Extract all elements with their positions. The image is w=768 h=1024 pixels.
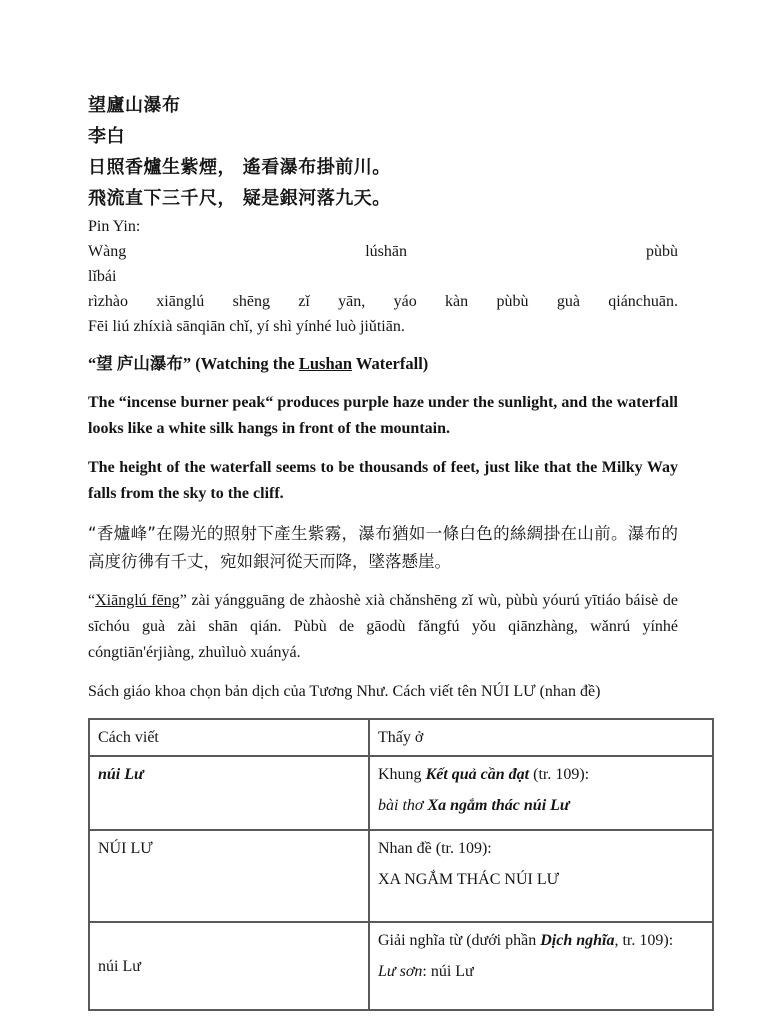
poem-author: 李白 xyxy=(88,126,125,147)
table-header-cach-viet: Cách viết xyxy=(89,719,369,756)
table-row xyxy=(89,922,713,1010)
table-cell-location xyxy=(369,830,713,922)
pinyin-label: Pin Yin: xyxy=(88,218,141,235)
table-header-thay-o: Thấy ở xyxy=(369,719,713,756)
comparison-table xyxy=(88,718,714,1011)
pinyin-poem-line-1: rìzhào xiānglú shēng zǐ yān, yáo kàn pùbù guà qiánchuān. xyxy=(88,293,678,310)
pinyin-author: lǐbái xyxy=(88,268,117,285)
table-cell-location xyxy=(369,922,713,1010)
poem-line-2: 飛流直下三千尺， 疑是銀河落九天。 xyxy=(88,188,391,209)
explanation-chinese: “香爐峰”在陽光的照射下產生紫霧，瀑布猶如一條白色的絲綢掛在山前。瀑布的高度彷彿有千丈，宛如銀河從天而降，墜落懸崖。 xyxy=(88,524,678,571)
location-line: bài thơ Xa ngắm thác núi Lư xyxy=(378,797,570,814)
table-cell-writing-style: NÚI LƯ xyxy=(89,830,369,922)
translation-paragraph-2: The height of the waterfall seems to be thousands of feet, just like that the Milky Way falls from the sky to the cliff. xyxy=(88,459,678,502)
poem-line-1: 日照香爐生紫煙， 遙看瀑布掛前川。 xyxy=(88,157,391,178)
document-content xyxy=(88,90,678,1011)
location-line: Khung Kết quả cần đạt (tr. 109): xyxy=(378,766,590,783)
table-cell-writing-style: núi Lư xyxy=(89,922,369,1010)
table-header-row xyxy=(89,719,713,756)
pinyin-title-line xyxy=(88,239,678,264)
translation-paragraph-1: The “incense burner peak“ produces purple haze under the sunlight, and the waterfall looks like a white silk hangs in front of the mountain. xyxy=(88,394,678,437)
location-line: Lư sơn: núi Lư xyxy=(378,963,474,980)
section-heading: “望 庐山瀑布” (Watching the Lushan Waterfall) xyxy=(88,354,429,373)
pinyin-poem-line-2: Fēi liú zhíxià sānqiān chǐ, yí shì yínhé luò jiǔtiān. xyxy=(88,318,405,335)
pinyin-title-word: lúshān xyxy=(365,243,407,260)
table-cell-writing-style xyxy=(89,756,369,830)
table-row xyxy=(89,756,713,830)
explanation-pinyin: “Xiānglú fēng” zài yángguāng de zhàoshè xià chǎnshēng zǐ wù, pùbù yóurú yītiáo báisè de sīchóu guà zài shān qián. Pùbù de gāodù fǎngfú yǒu qiānzhàng, wǎnrú yínhé cóngtiān'érjiàng, zhuìluò xuányá. xyxy=(88,592,678,661)
writing-style-value: núi Lư xyxy=(98,766,144,783)
pinyin-title-word: pùbù xyxy=(645,243,678,260)
pinyin-title-word: Wàng xyxy=(88,243,127,260)
location-line: XA NGẮM THÁC NÚI LƯ xyxy=(378,871,560,888)
location-line: Giải nghĩa từ (dưới phần Dịch nghĩa, tr. 109): xyxy=(378,932,674,949)
note-vietnamese: Sách giáo khoa chọn bản dịch của Tương Như. Cách viết tên NÚI LƯ (nhan đề) xyxy=(88,683,601,700)
table-cell-location xyxy=(369,756,713,830)
table-row xyxy=(89,830,713,922)
poem-title: 望廬山瀑布 xyxy=(88,95,181,116)
location-line: Nhan đề (tr. 109): xyxy=(378,840,492,857)
